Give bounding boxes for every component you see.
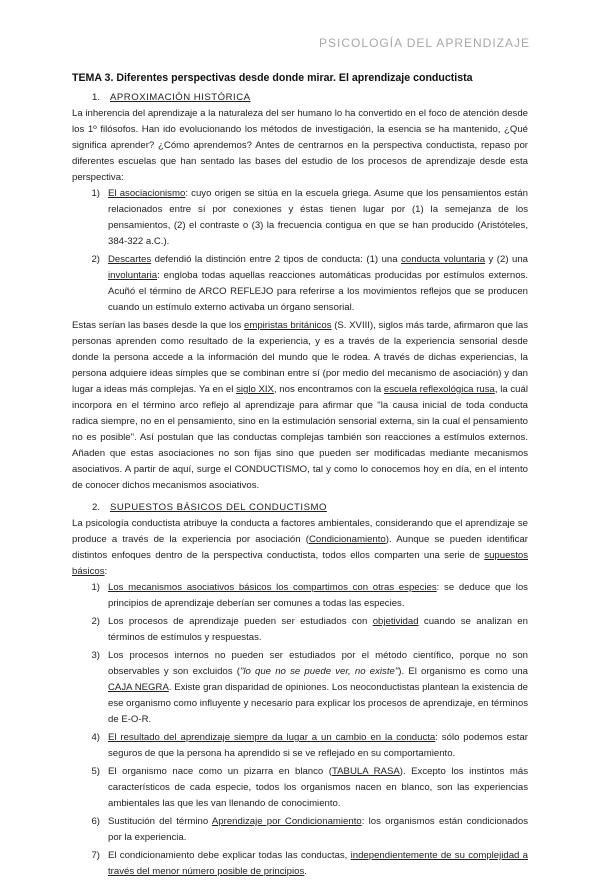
text-run: : engloba todas aquellas reacciones automáticas producidas por estímulos externos. Acuñó el término de ARCO REFLEJO para referirse a los movimientos reflejos que se producen cuando un estímulo externo activaba un órgano sensorial. (108, 270, 528, 313)
list-item (72, 252, 528, 316)
list-number: 3) (91, 650, 100, 661)
list-item (72, 648, 528, 728)
list-number: 2) (91, 254, 100, 265)
text-run: Estas serían las bases desde la que los (72, 320, 245, 331)
list-item (72, 614, 528, 646)
section-number: 2. (92, 502, 101, 513)
underlined-term: conducta voluntaria (401, 254, 486, 265)
text-run: : los organismos están condicionados por la experiencia. (108, 816, 528, 843)
underlined-term: TABULA RASA (332, 766, 400, 777)
text-run: . Existe gran disparidad de opiniones. Los neoconductistas plantean la existencia de ese organismo como influyente y necesario para explicar los procesos de aprendizaje, en términos de E-O-R. (108, 682, 528, 725)
list-text (108, 614, 528, 646)
underlined-term: Aprendizaje por Condicionamiento (211, 816, 362, 827)
list-text (108, 252, 528, 316)
underlined-term: El asociacionismo (108, 188, 186, 199)
list-number: 6) (91, 816, 100, 827)
underlined-term: Condicionamiento (308, 534, 386, 545)
list-text (108, 580, 528, 612)
history-list (72, 186, 528, 316)
section-title: SUPUESTOS BÁSICOS DEL CONDUCTISMO (110, 502, 327, 513)
underlined-term: El resultado del aprendizaje siempre da lugar a un cambio en la conducta (108, 732, 436, 743)
section-title: APROXIMACIÓN HISTÓRICA (110, 92, 251, 103)
underlined-term: escuela reflexológica rusa (383, 384, 495, 395)
text-run: defendió la distinción entre 2 tipos de conducta: (1) una (151, 254, 402, 265)
text-run: Los procesos de aprendizaje pueden ser estudiados con (108, 616, 373, 627)
text-run: . (304, 866, 307, 877)
paragraph-behaviorism (72, 516, 528, 580)
text-run: , la cuál incorpora en el término arco reflejo al aprendizaje para afirmar que "la causa inicial de toda conducta radica siempre, no en el pensamiento, sino en la estimulación sensorial externa, sin la cual el pensamiento no es posible". Así postulan que las conductas complejas también son reacciones a estímulos externos. Añaden que estas asociaciones no son fijas sino que pueden ser modificadas mediante mecanismos asociativos. A partir de aquí, surge el CONDUCTISMO, tal y como lo conocemos hoy en día, en el intento de conocer dichos mecanismos asociativos. (72, 384, 528, 491)
list-text (108, 186, 528, 250)
list-item (72, 730, 528, 762)
text-run: ). Aunque se pueden identificar distintos enfoques dentro de la perspectiva conductista, todos ellos comparten una serie de (72, 534, 528, 561)
underlined-term: objetividad (372, 616, 419, 627)
running-header: PSICOLOGÍA DEL APRENDIZAJE (319, 36, 530, 50)
text-run: (S. XVIII), siglos más tarde, afirmaron que las personas aprenden como resultado de la experiencia, y es a través de la experiencia sensorial desde donde la persona accede a la información del mundo que le rodea. A través de dichas experiencias, la persona adquiere ideas simples que se combinan entre sí (por medio del mecanismo de asociación) y dan lugar a ideas más complejas. Ya en el (72, 320, 528, 395)
text-run: : (104, 566, 108, 577)
list-text (108, 764, 528, 812)
text-run: : se deduce que los principios de aprendizaje deberían ser comunes a todas las especies. (108, 582, 528, 609)
text-run: ). Excepto los instintos más característicos de cada especie, todos los organismos nacen en blanco, son las experiencias ambientales las que les van llenando de conocimiento. (108, 766, 528, 809)
paragraph-empiricism (72, 318, 528, 494)
list-item (72, 848, 528, 880)
text-run: y (2) una (485, 254, 529, 265)
paragraph-intro: La inherencia del aprendizaje a la naturaleza del ser humano lo ha convertido en el foco de atención desde los 1º filósofos. Han ido evolucionando los métodos de investigación, la esencia se ha mantenido, ¿Qué significa aprender? ¿Cómo aprendemos? Antes de centrarnos en la perspectiva conductista, repaso por diferentes escuelas que han sentado las bases del estudio de los procesos de aprendizaje desde esta perspectiva: (72, 108, 528, 183)
list-item (72, 814, 528, 846)
text-run: El organismo nace como un pizarra en blanco ( (108, 766, 332, 777)
list-item (72, 764, 528, 812)
list-text (108, 730, 528, 762)
text-run: ). El organismo es como una (398, 666, 528, 677)
list-number: 2) (91, 616, 100, 627)
underlined-term: empiristas británicos (244, 320, 332, 331)
list-number: 1) (91, 582, 100, 593)
underlined-term: involuntaria (108, 270, 158, 281)
text-run: , nos encontramos con la (273, 384, 384, 395)
text-run: La psicología conductista atribuye la conducta a factores ambientales, considerando que el aprendizaje se produce a través de la experiencia por asociación ( (72, 518, 528, 545)
section-heading-1 (92, 90, 528, 106)
assumptions-list (72, 580, 528, 880)
page-title: TEMA 3. Diferentes perspectivas desde donde mirar. El aprendizaje conductista (72, 72, 473, 84)
section-number: 1. (92, 92, 101, 103)
list-number: 4) (91, 732, 100, 743)
underlined-term: CAJA NEGRA (108, 682, 169, 693)
section-heading-2 (92, 500, 528, 516)
list-number: 1) (91, 188, 100, 199)
underlined-term: independientemente de su complejidad a través del menor número posible de principios (108, 850, 528, 877)
document-body (72, 70, 528, 882)
underlined-term: Los mecanismos asociativos básicos los compartimos con otras especies (108, 582, 437, 593)
text-run: cuando se analizan en términos de estímulos y respuestas. (108, 616, 528, 643)
underlined-term: supuestos básicos (72, 550, 528, 577)
text-run: : sólo podemos estar seguros de que la persona ha aprendido si se ve reflejado en su comportamiento. (108, 732, 528, 759)
list-text (108, 648, 528, 728)
text-run: Sustitución del término (108, 816, 212, 827)
list-item (72, 580, 528, 612)
text-run: El condicionamiento debe explicar todas las conductas, (108, 850, 351, 861)
text-run: Los procesos internos no pueden ser estudiados por el método científico, porque no son observables y son excluidos ( (108, 650, 528, 677)
list-number: 5) (91, 766, 100, 777)
underlined-term: siglo XIX (236, 384, 274, 395)
list-text (108, 848, 528, 880)
italic-quote: "lo que no se puede ver, no existe" (239, 666, 399, 677)
list-text (108, 814, 528, 846)
list-item (72, 186, 528, 250)
text-run: : cuyo origen se sitúa en la escuela griega. Asume que los pensamientos están relacionados entre sí por conexiones y éstas tienen lugar por (1) la semejanza de los pensamientos, (2) el contraste o (3) la frecuencia contigua en que se han producido (Aristóteles, 384-322 a.C.). (108, 188, 528, 247)
list-number: 7) (91, 850, 100, 861)
underlined-term: Descartes (108, 254, 152, 265)
